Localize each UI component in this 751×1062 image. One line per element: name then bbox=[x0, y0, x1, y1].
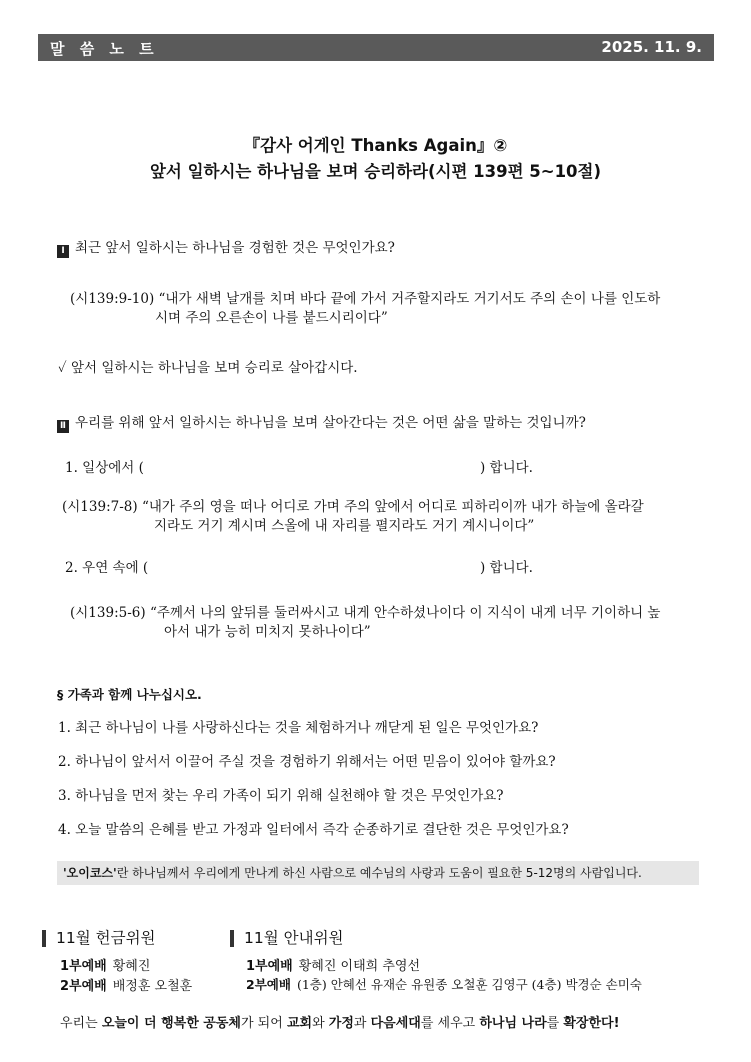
motto-part: 를 세우고 bbox=[420, 1016, 480, 1031]
point2-open: 2. 우연 속에 ( bbox=[65, 560, 149, 576]
point2-close: ) 합니다. bbox=[480, 560, 533, 576]
check-icon: ✓ bbox=[58, 360, 67, 376]
sermon-series: 『감사 어게인 Thanks Again』② bbox=[243, 136, 508, 155]
point1-close: ) 합니다. bbox=[480, 460, 533, 476]
section2-verse2-text-1: “주께서 나의 앞뒤를 둘러싸시고 내게 안수하셨나이다 이 지식이 내게 너무 기이하니 높 bbox=[149, 605, 661, 621]
family-question-3: 3. 하나님을 먼저 찾는 우리 가족이 되기 위해 실천해야 할 것은 무엇인가요? bbox=[58, 788, 504, 804]
section1-verse-text-1: “내가 새벽 날개를 치며 바다 끝에 가서 거주할지라도 거기서도 주의 손이 나를 인도하 bbox=[158, 291, 661, 307]
header-date: 2025. 11. 9. bbox=[601, 38, 702, 56]
motto-part: 를 bbox=[546, 1016, 564, 1031]
section1-verse-text-2: 시며 주의 오른손이 나를 붙드시리이다” bbox=[155, 310, 388, 326]
section2-marker: Ⅱ bbox=[57, 420, 69, 433]
motto-bold: 오늘이 더 행복한 공동체 bbox=[101, 1016, 241, 1031]
section1-question-line bbox=[57, 236, 395, 258]
church-motto bbox=[60, 1012, 620, 1031]
motto-part: 와 bbox=[312, 1016, 329, 1031]
ushers-service-2: 2부예배 bbox=[246, 977, 291, 992]
ushers-title: 11월 안내위원 bbox=[230, 930, 344, 947]
section2-verse2-text-2: 아서 내가 능히 미치지 못하나이다” bbox=[164, 624, 371, 640]
section2-verse1-text-2: 지라도 거기 계시며 스올에 내 자리를 펼지라도 거기 계시니이다” bbox=[154, 518, 535, 534]
section2-question: 우리를 위해 앞서 일하시는 하나님을 보며 살아간다는 것은 어떤 삶을 말하는 것입니까? bbox=[75, 415, 586, 431]
family-question-1: 1. 최근 하나님이 나를 사랑하신다는 것을 체험하거나 깨닫게 된 일은 무엇인가요? bbox=[58, 720, 539, 736]
section2-verse2-ref: (시139:5-6) bbox=[70, 605, 146, 621]
section2-question-line bbox=[57, 411, 586, 433]
ushers-service-1: 1부예배 bbox=[246, 959, 293, 974]
family-question-4: 4. 오늘 말씀의 은혜를 받고 가정과 일터에서 즉각 순종하기로 결단한 것은 무엇인가요? bbox=[58, 822, 569, 838]
motto-part: 과 bbox=[353, 1016, 371, 1031]
motto-bold: 다음세대 bbox=[370, 1016, 421, 1031]
section2-verse1-ref: (시139:7-8) bbox=[62, 499, 138, 515]
point1-open: 1. 일상에서 ( bbox=[65, 460, 144, 476]
section1-verse-ref: (시139:9-10) bbox=[70, 291, 155, 307]
family-question-2: 2. 하나님이 앞서서 이끌어 주실 것을 경험하기 위해서는 어떤 믿음이 있어야 할까요? bbox=[58, 754, 556, 770]
offering-names-1: 황혜진 bbox=[112, 959, 151, 974]
offering-names-2: 배정훈 오철훈 bbox=[112, 979, 193, 994]
ushers-row-2 bbox=[246, 975, 642, 993]
section1-check-text: 앞서 일하시는 하나님을 보며 승리로 살아갑시다. bbox=[71, 360, 358, 376]
section2-verse1-line1 bbox=[62, 495, 644, 515]
offering-title: 11월 헌금위원 bbox=[42, 930, 156, 947]
section1-verse-line1 bbox=[70, 287, 660, 307]
section1-check-line bbox=[58, 356, 358, 376]
ushers-names-2: (1층) 안혜선 유재순 유원종 오철훈 김영구 (4층) 박경순 손미숙 bbox=[296, 977, 642, 992]
motto-bold: 교회 bbox=[286, 1016, 313, 1031]
motto-bold: 가정 bbox=[328, 1016, 354, 1031]
offering-service-1: 1부예배 bbox=[60, 959, 107, 974]
offering-row-1 bbox=[60, 955, 150, 974]
section1-marker: Ⅰ bbox=[57, 245, 69, 258]
section2-verse2-line1 bbox=[70, 601, 660, 621]
motto-part: 가 되어 bbox=[240, 1016, 287, 1031]
oikos-text: 란 하나님께서 우리에게 만나게 하신 사람으로 예수님의 사랑과 도움이 필요한 5-12명의 사람입니다. bbox=[116, 866, 642, 880]
family-heading: § 가족과 함께 나누십시오. bbox=[57, 687, 202, 702]
header-title: 말 씀 노 트 bbox=[50, 40, 159, 58]
motto-bold: 확장한다! bbox=[563, 1016, 620, 1031]
motto-bold: 하나님 나라 bbox=[479, 1016, 547, 1031]
section2-verse1-text-1: “내가 주의 영을 떠나 어디로 가며 주의 앞에서 어디로 피하리이까 내가 하늘에 올라갈 bbox=[141, 499, 644, 515]
section1-question: 최근 앞서 일하시는 하나님을 경험한 것은 무엇인가요? bbox=[75, 240, 395, 256]
ushers-row-1 bbox=[246, 955, 420, 974]
motto-part: 우리는 bbox=[60, 1016, 102, 1031]
oikos-note bbox=[57, 861, 699, 885]
ushers-names-1: 황혜진 이태희 추영선 bbox=[298, 959, 421, 974]
sermon-title: 앞서 일하시는 하나님을 보며 승리하라(시편 139편 5~10절) bbox=[149, 162, 602, 181]
offering-row-2 bbox=[60, 975, 192, 994]
header-bar bbox=[38, 34, 714, 61]
oikos-term: '오이코스' bbox=[63, 866, 117, 880]
offering-service-2: 2부예배 bbox=[60, 979, 107, 994]
